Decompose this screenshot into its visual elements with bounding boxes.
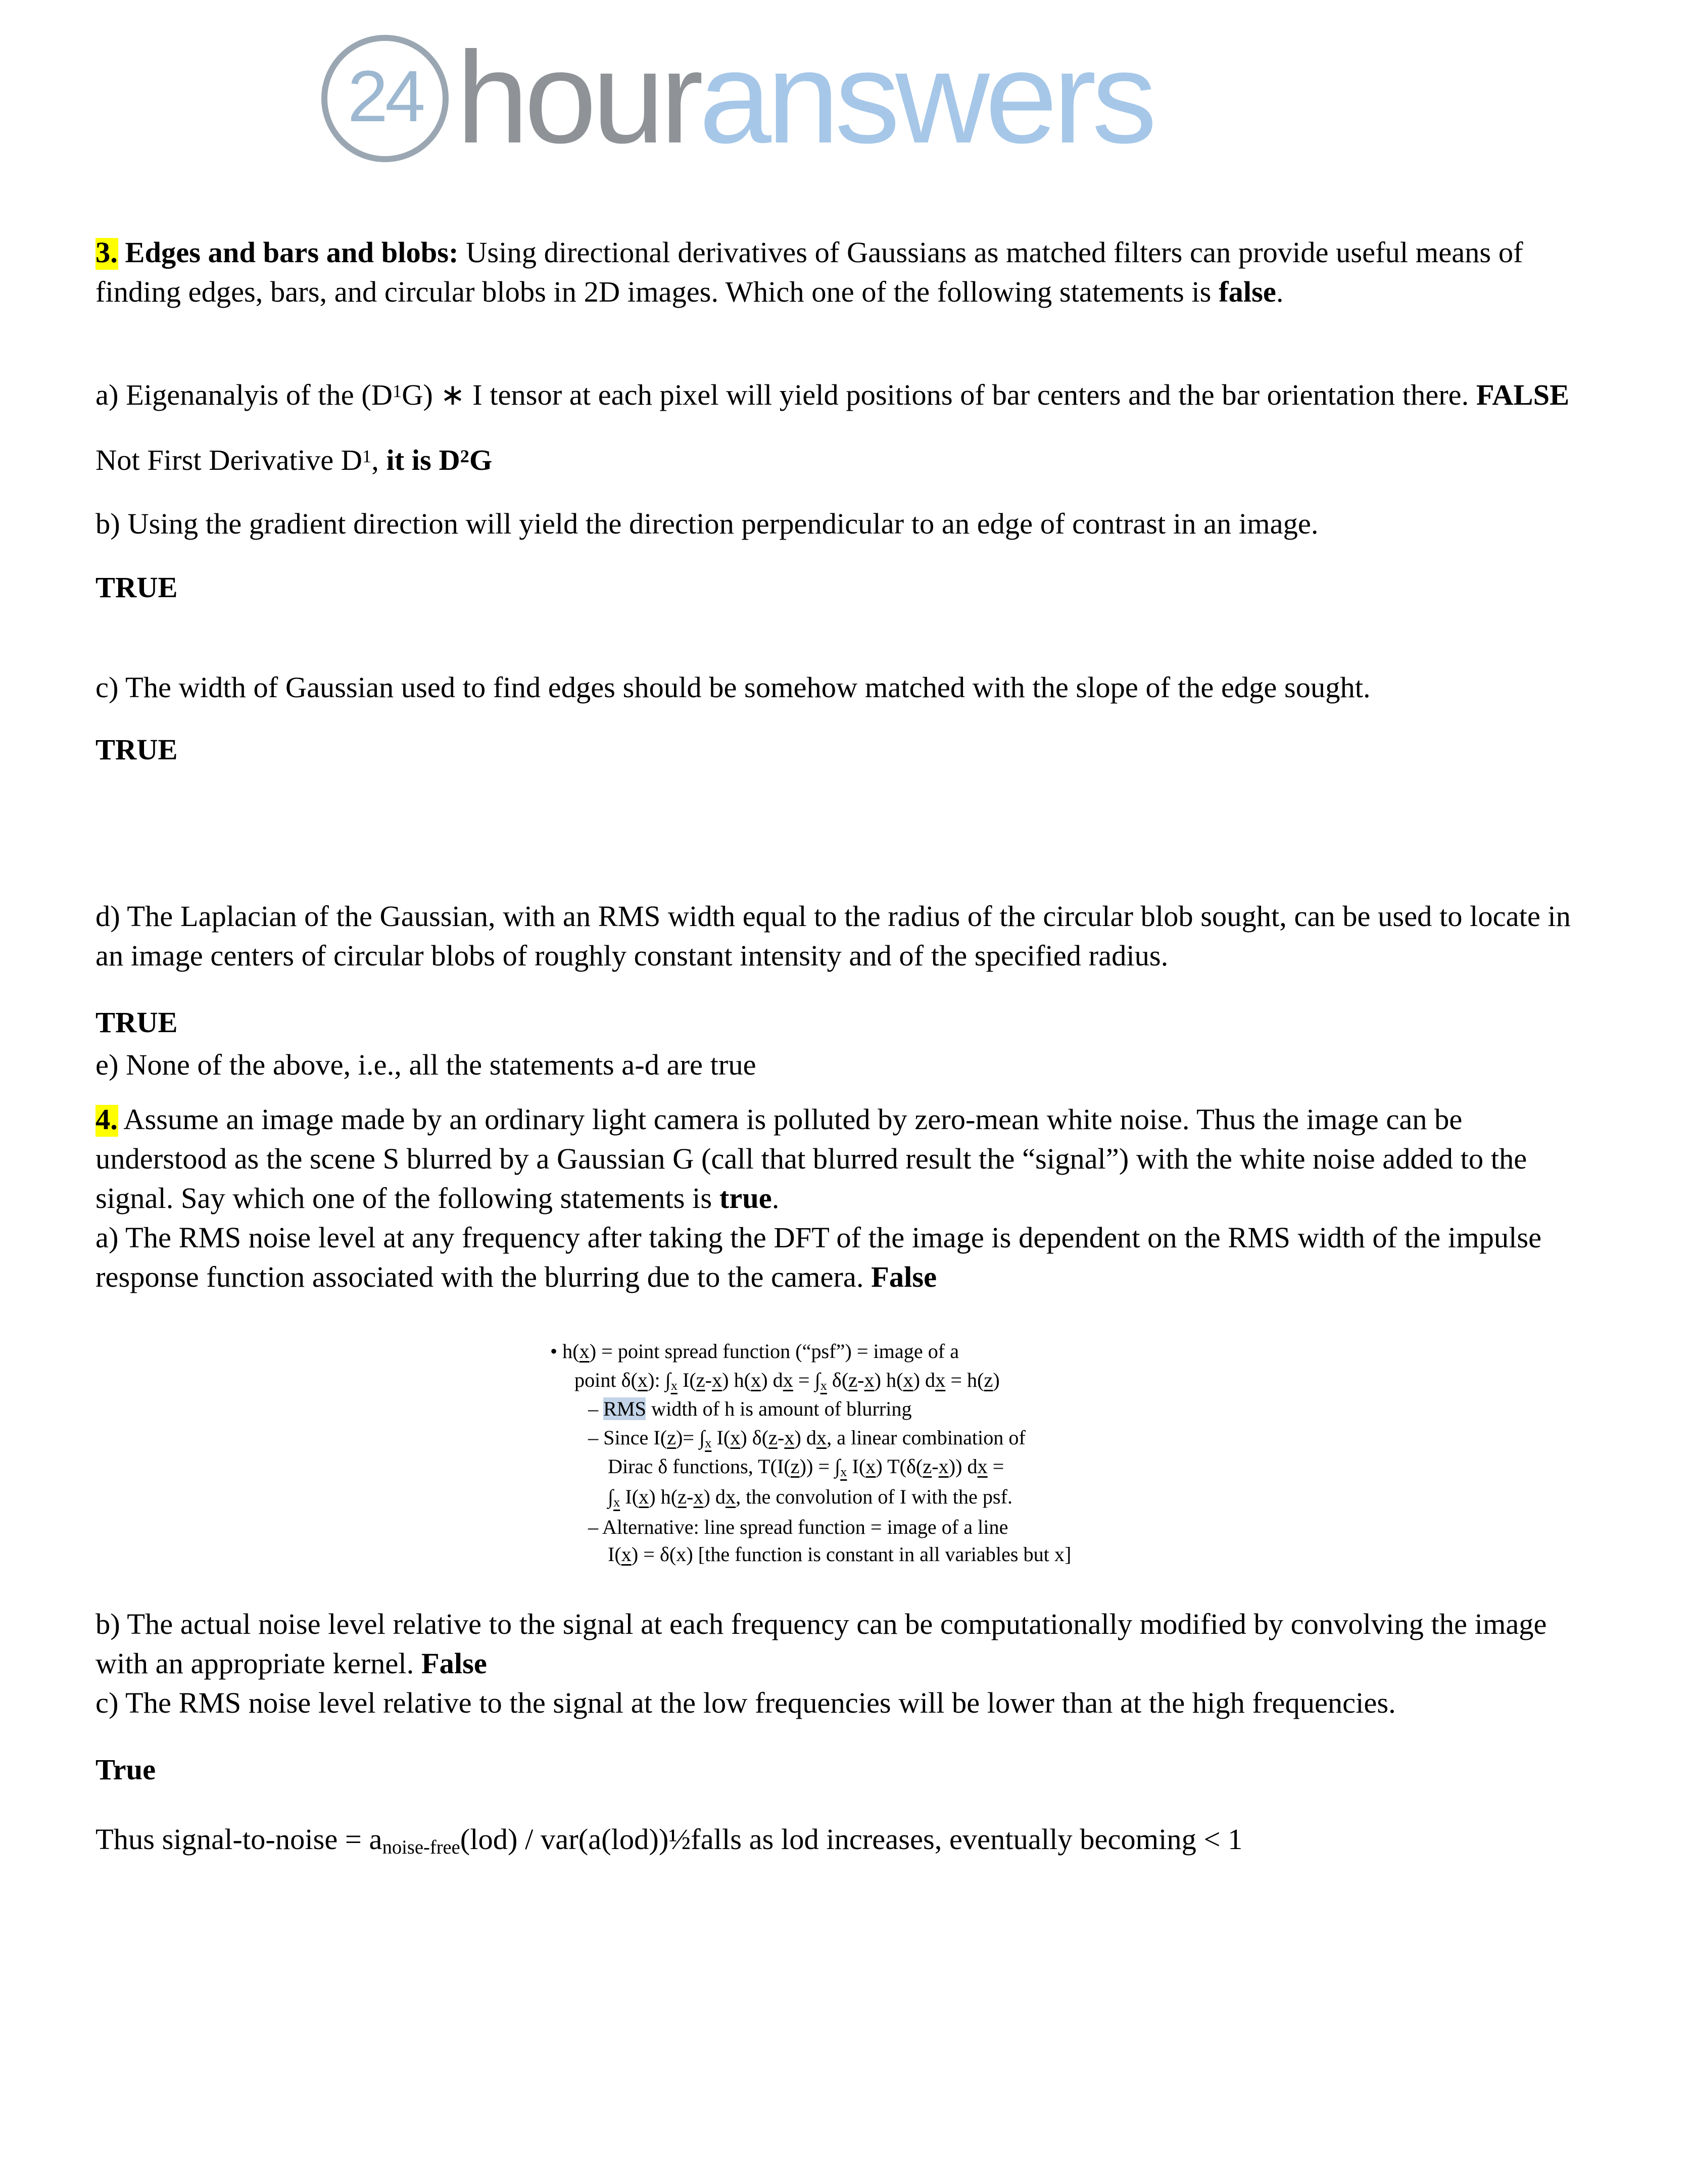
- q3-option-a: a) Eigenanalyis of the $(D^1G)$ ∗ I tensor at each pixel will yield positions of bar centers and the bar orientation there. FALSE: [95, 380, 1570, 412]
- q3-note: Not First Derivative $D^1$, it is $D^2G$: [95, 445, 493, 477]
- question-3: 3. Edges and bars and blobs: Using directional derivatives of Gaussians as matched filters can provide useful means of finding edges, bars, and circular blobs in 2D images. Which one of the following statements is false.: [95, 238, 1523, 309]
- q3-option-c: c) The width of Gaussian used to find edges should be somehow matched with the slope of the edge sought.: [95, 673, 1371, 705]
- logo: [0, 0, 1692, 171]
- q3-answer-b: TRUE: [95, 573, 178, 605]
- question-4: 4. Assume an image made by an ordinary light camera is polluted by zero-mean white noise. Thus the image can be understood as the scene S blurred by a Gaussian G (call that blurred result the “signal”) with the white noise added to the signal. Say which one of the following statements is true.: [95, 1105, 1527, 1216]
- psf-note-line: – Alternative: line spread function = image of a line: [588, 1515, 1008, 1538]
- document-body: [0, 235, 1692, 1862]
- q3-option-e: e) None of the above, i.e., all the statements a-d are true: [95, 1050, 756, 1082]
- q4-answer-c: True: [95, 1755, 156, 1787]
- logo-24-circle-icon: [321, 35, 449, 162]
- signal-noise-conclusion: Thus signal-to-noise = anoise-free(lod) / var(a(lod))½falls as lod increases, eventually becoming < 1: [95, 1824, 1243, 1858]
- psf-note-line: – Since I(z)= ∫x I(x) δ(z-x) dx, a linear combination of: [588, 1426, 1026, 1450]
- psf-note-line: I(x) = δ(x) [the function is constant in all variables but x]: [608, 1543, 1072, 1566]
- psf-note-line: – RMS width of h is amount of blurring: [588, 1397, 912, 1421]
- q4-option-a: a) The RMS noise level at any frequency after taking the DFT of the image is dependent on the RMS width of the impulse response function associated with the blurring due to the camera. False: [95, 1223, 1542, 1294]
- logo-24-text: 24: [347, 58, 423, 138]
- q4-option-b: b) The actual noise level relative to the signal at each frequency can be computationally modified by convolving the image with an appropriate kernel. False: [95, 1609, 1547, 1681]
- psf-note-line: point δ(x): ∫x I(z-x) h(x) dx = ∫x δ(z-x) h(x) dx = h(z): [574, 1368, 1000, 1392]
- q4-option-c: c) The RMS noise level relative to the signal at the low frequencies will be lower than at the high frequencies.: [95, 1688, 1396, 1720]
- psf-note-line: ∫x I(x) h(z-x) dx, the convolution of I with the psf.: [608, 1485, 1012, 1510]
- q3-option-b: b) Using the gradient direction will yield the direction perpendicular to an edge of contrast in an image.: [95, 509, 1319, 541]
- logo-hour-text: hour: [456, 26, 699, 171]
- logo-answers-text: answers: [699, 26, 1153, 171]
- psf-note-line: Dirac δ functions, T(I(z)) = ∫x I(x) T(δ(z-x)) dx =: [608, 1455, 1004, 1480]
- q3-answer-d: TRUE: [95, 1008, 178, 1040]
- psf-notes: [550, 1338, 1598, 1570]
- q3-answer-c: TRUE: [95, 735, 178, 767]
- psf-note-line: • h(x) = point spread function (“psf”) = image of a: [550, 1340, 959, 1363]
- q3-option-d: d) The Laplacian of the Gaussian, with an RMS width equal to the radius of the circular blob sought, can be used to locate in an image centers of circular blobs of roughly constant intensity and of the specified radius.: [95, 902, 1571, 973]
